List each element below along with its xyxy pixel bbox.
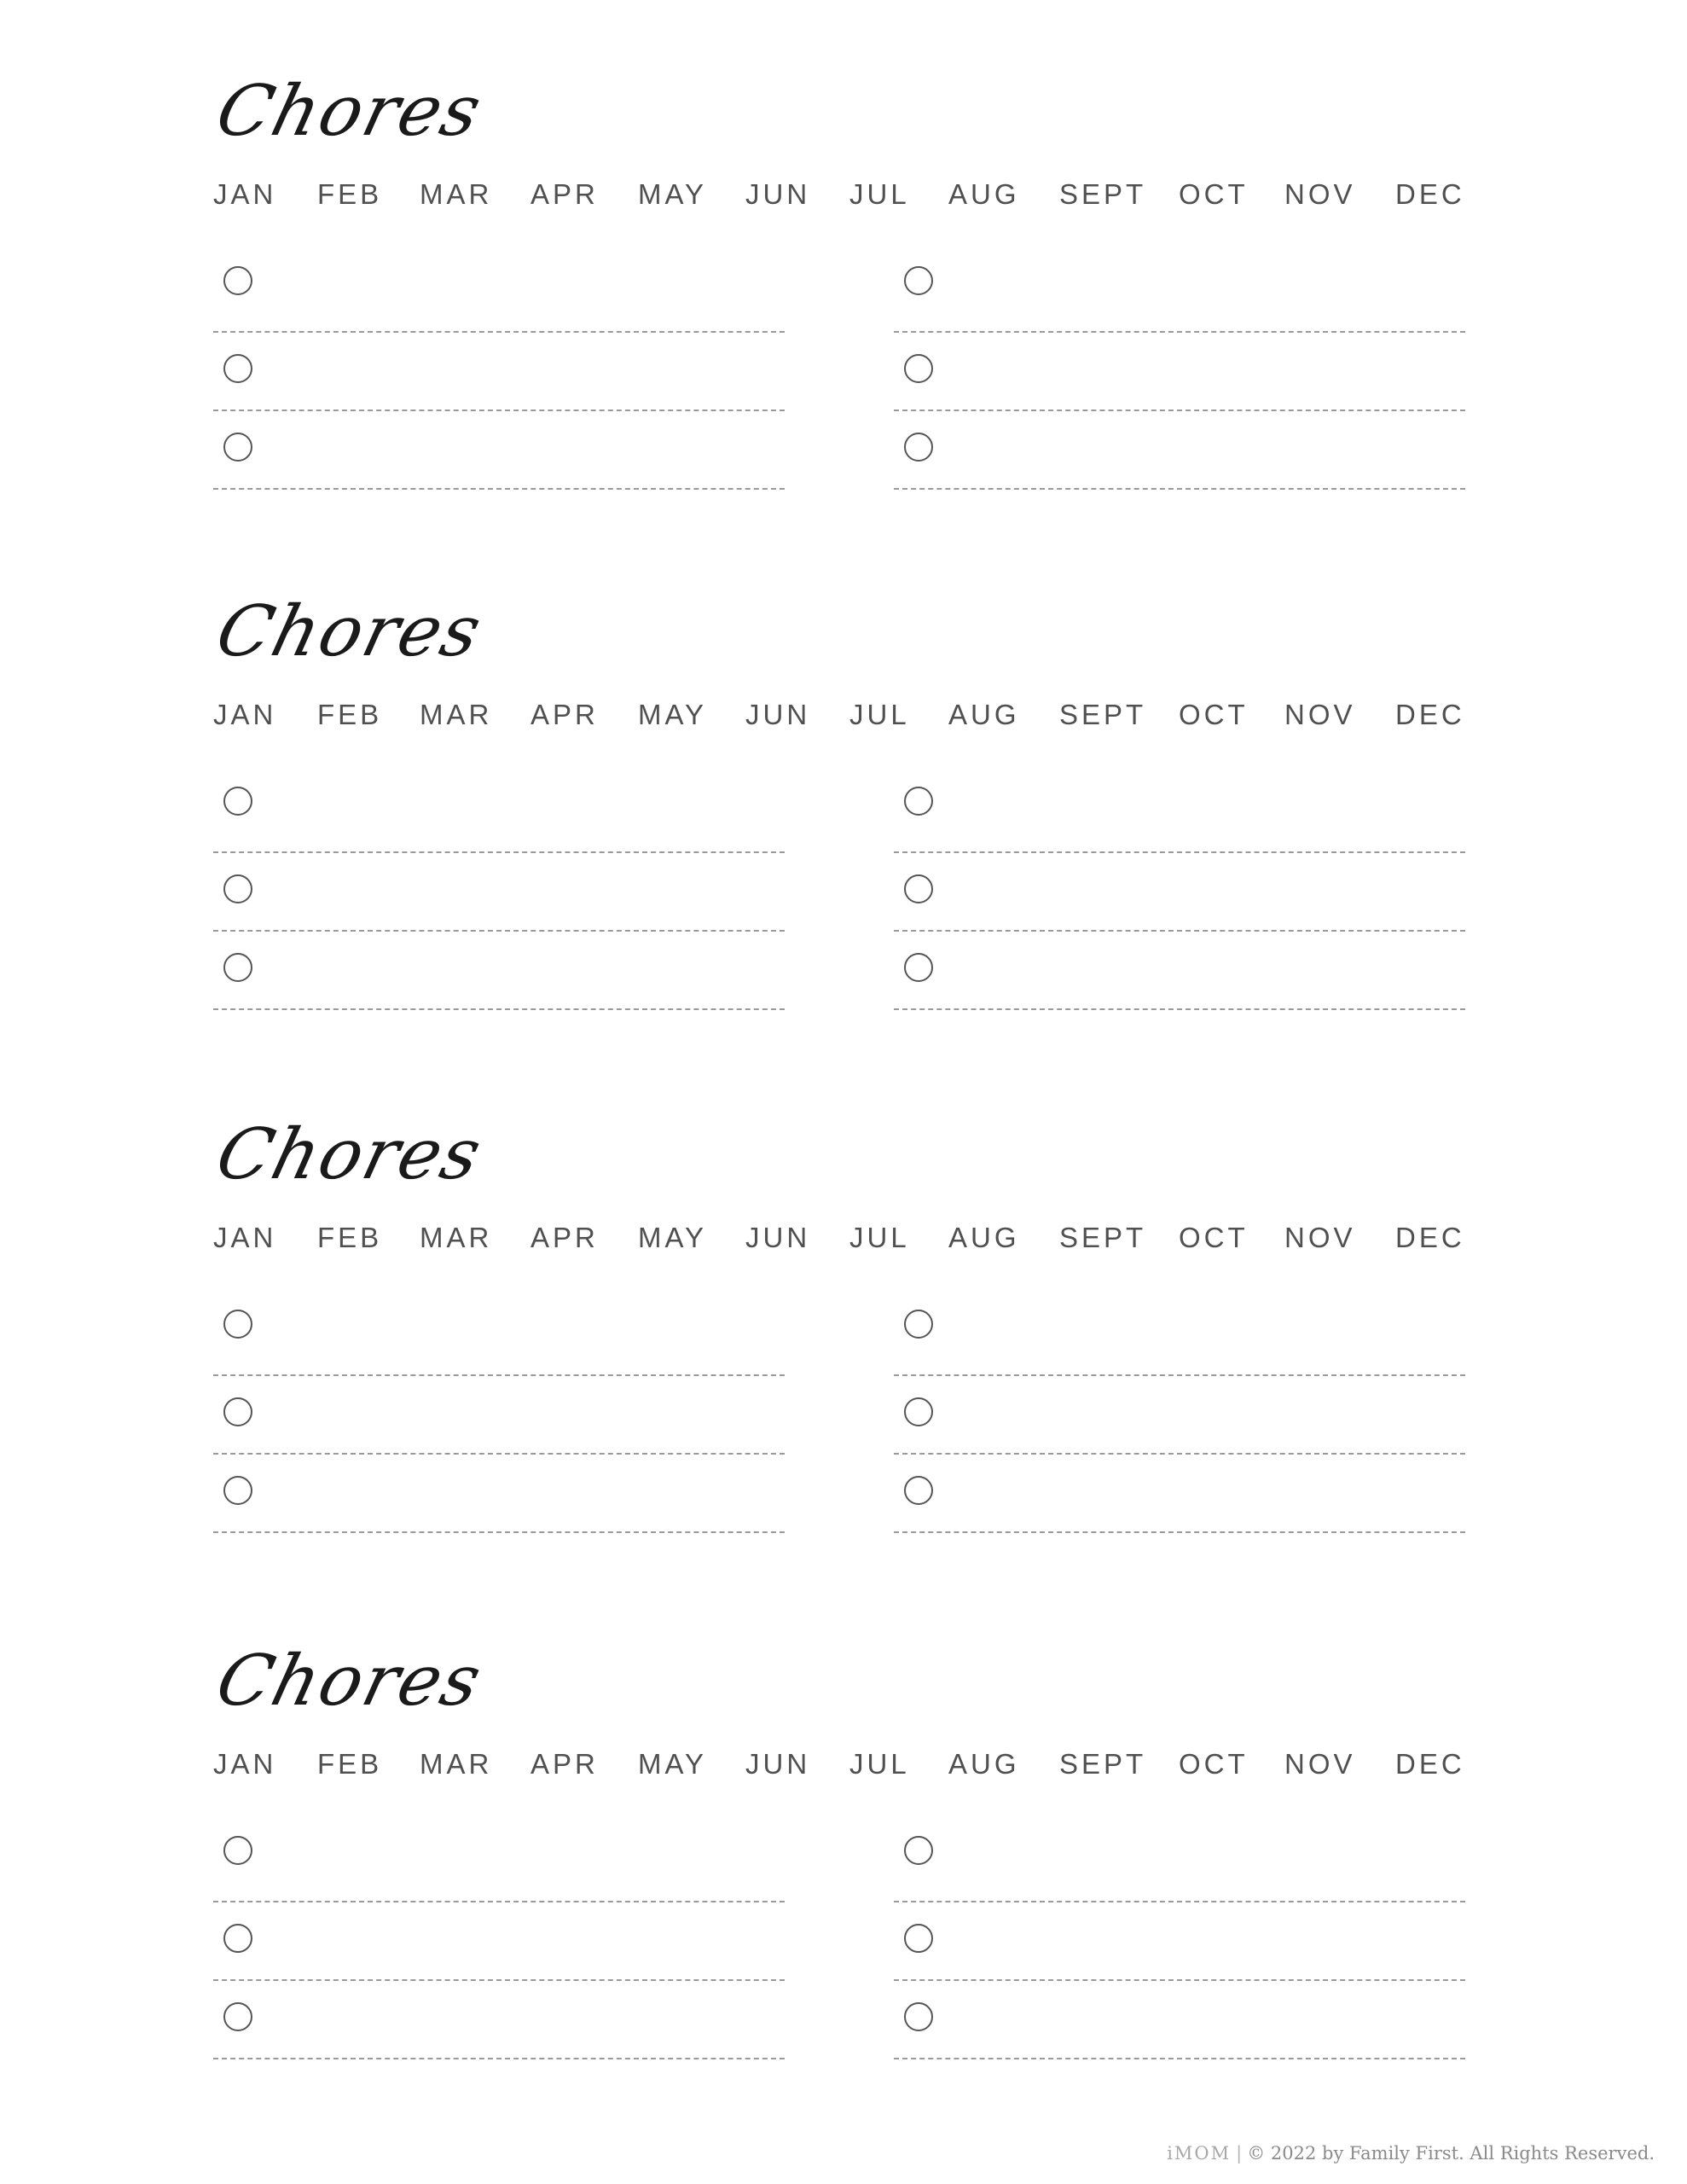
month-label-jan[interactable]: JAN bbox=[213, 1748, 277, 1780]
month-label-may[interactable]: MAY bbox=[638, 178, 708, 210]
month-label-nov[interactable]: NOV bbox=[1284, 1222, 1356, 1253]
chore-writing-line[interactable] bbox=[213, 1453, 785, 1455]
chore-checkbox[interactable] bbox=[904, 874, 933, 903]
month-label-feb[interactable]: FEB bbox=[317, 699, 383, 730]
month-label-jan[interactable]: JAN bbox=[213, 1222, 277, 1253]
month-label-jun[interactable]: JUN bbox=[745, 699, 811, 730]
month-label-dec[interactable]: DEC bbox=[1395, 1222, 1465, 1253]
footer-brand: iMOM bbox=[1167, 2143, 1232, 2164]
month-label-dec[interactable]: DEC bbox=[1395, 1748, 1465, 1780]
chore-checkbox[interactable] bbox=[223, 2002, 252, 2031]
month-label-aug[interactable]: AUG bbox=[948, 178, 1020, 210]
month-label-oct[interactable]: OCT bbox=[1179, 1748, 1249, 1780]
month-label-feb[interactable]: FEB bbox=[317, 1748, 383, 1780]
chore-column-left bbox=[213, 1120, 785, 1598]
chore-writing-line[interactable] bbox=[894, 1453, 1465, 1455]
chore-writing-line[interactable] bbox=[213, 1008, 785, 1010]
chore-checkbox[interactable] bbox=[904, 1476, 933, 1505]
chore-writing-line[interactable] bbox=[894, 488, 1465, 490]
month-label-may[interactable]: MAY bbox=[638, 1748, 708, 1780]
month-label-sept[interactable]: SEPT bbox=[1059, 1748, 1147, 1780]
chore-checkbox[interactable] bbox=[904, 953, 933, 982]
month-label-may[interactable]: MAY bbox=[638, 1222, 708, 1253]
month-label-jul[interactable]: JUL bbox=[849, 1222, 910, 1253]
section-title: Chores bbox=[208, 1641, 490, 1722]
chore-writing-line[interactable] bbox=[213, 1901, 785, 1902]
chore-checkbox[interactable] bbox=[223, 1310, 252, 1339]
chore-checkbox[interactable] bbox=[904, 1924, 933, 1953]
month-label-dec[interactable]: DEC bbox=[1395, 699, 1465, 730]
chore-checkbox[interactable] bbox=[223, 1476, 252, 1505]
chore-column-left bbox=[213, 597, 785, 1075]
chores-section bbox=[208, 1114, 1472, 1598]
month-label-oct[interactable]: OCT bbox=[1179, 699, 1249, 730]
chore-writing-line[interactable] bbox=[894, 1901, 1465, 1902]
month-label-sept[interactable]: SEPT bbox=[1059, 1222, 1147, 1253]
chore-checkbox[interactable] bbox=[223, 354, 252, 383]
chores-section bbox=[208, 1641, 1472, 2124]
footer-copyright-text: © 2022 by Family First. All Rights Reserved. bbox=[1247, 2143, 1655, 2164]
chore-checkbox[interactable] bbox=[904, 1836, 933, 1865]
chore-writing-line[interactable] bbox=[213, 1374, 785, 1376]
month-label-feb[interactable]: FEB bbox=[317, 1222, 383, 1253]
month-label-jul[interactable]: JUL bbox=[849, 1748, 910, 1780]
month-label-apr[interactable]: APR bbox=[530, 699, 599, 730]
chore-checkbox[interactable] bbox=[904, 354, 933, 383]
chore-checkbox[interactable] bbox=[904, 266, 933, 295]
month-label-apr[interactable]: APR bbox=[530, 1748, 599, 1780]
chore-writing-line[interactable] bbox=[894, 2058, 1465, 2059]
section-title: Chores bbox=[208, 591, 490, 672]
month-label-feb[interactable]: FEB bbox=[317, 178, 383, 210]
month-label-mar[interactable]: MAR bbox=[420, 699, 493, 730]
chore-checkbox[interactable] bbox=[223, 266, 252, 295]
chore-checkbox[interactable] bbox=[223, 433, 252, 462]
month-label-aug[interactable]: AUG bbox=[948, 1222, 1020, 1253]
chore-checkbox[interactable] bbox=[904, 1310, 933, 1339]
footer-copyright bbox=[1167, 2143, 1655, 2164]
month-label-jan[interactable]: JAN bbox=[213, 178, 277, 210]
chore-writing-line[interactable] bbox=[894, 1979, 1465, 1981]
chore-writing-line[interactable] bbox=[213, 488, 785, 490]
chore-writing-line[interactable] bbox=[894, 851, 1465, 853]
month-label-nov[interactable]: NOV bbox=[1284, 1748, 1356, 1780]
section-title: Chores bbox=[208, 1114, 490, 1195]
month-label-sept[interactable]: SEPT bbox=[1059, 699, 1147, 730]
month-label-apr[interactable]: APR bbox=[530, 1222, 599, 1253]
chore-column-right bbox=[894, 1647, 1465, 2124]
chore-checkbox[interactable] bbox=[223, 874, 252, 903]
chore-writing-line[interactable] bbox=[213, 2058, 785, 2059]
chore-checkbox[interactable] bbox=[904, 2002, 933, 2031]
chore-checkbox[interactable] bbox=[223, 1836, 252, 1865]
chore-column-left bbox=[213, 77, 785, 555]
chores-section bbox=[208, 71, 1472, 555]
chore-writing-line[interactable] bbox=[894, 1008, 1465, 1010]
chore-writing-line[interactable] bbox=[894, 930, 1465, 932]
month-label-jun[interactable]: JUN bbox=[745, 178, 811, 210]
chore-writing-line[interactable] bbox=[213, 331, 785, 333]
month-label-jun[interactable]: JUN bbox=[745, 1748, 811, 1780]
chore-writing-line[interactable] bbox=[894, 410, 1465, 411]
month-label-aug[interactable]: AUG bbox=[948, 1748, 1020, 1780]
month-label-aug[interactable]: AUG bbox=[948, 699, 1020, 730]
chore-writing-line[interactable] bbox=[213, 930, 785, 932]
chore-writing-line[interactable] bbox=[213, 410, 785, 411]
chore-checkbox[interactable] bbox=[223, 787, 252, 816]
chore-checkbox[interactable] bbox=[223, 1397, 252, 1426]
month-label-jun[interactable]: JUN bbox=[745, 1222, 811, 1253]
month-label-jul[interactable]: JUL bbox=[849, 699, 910, 730]
chore-column-right bbox=[894, 597, 1465, 1075]
chore-column-right bbox=[894, 77, 1465, 555]
month-label-nov[interactable]: NOV bbox=[1284, 699, 1356, 730]
month-label-apr[interactable]: APR bbox=[530, 178, 599, 210]
chore-writing-line[interactable] bbox=[213, 851, 785, 853]
month-label-sept[interactable]: SEPT bbox=[1059, 178, 1147, 210]
footer-separator: | bbox=[1236, 2143, 1243, 2164]
month-label-mar[interactable]: MAR bbox=[420, 1748, 493, 1780]
month-label-jan[interactable]: JAN bbox=[213, 699, 277, 730]
chore-writing-line[interactable] bbox=[213, 1531, 785, 1533]
chore-column-left bbox=[213, 1647, 785, 2124]
chore-writing-line[interactable] bbox=[894, 1531, 1465, 1533]
chores-section bbox=[208, 591, 1472, 1075]
chore-checkbox[interactable] bbox=[223, 953, 252, 982]
chore-column-right bbox=[894, 1120, 1465, 1598]
month-label-oct[interactable]: OCT bbox=[1179, 178, 1249, 210]
month-label-dec[interactable]: DEC bbox=[1395, 178, 1465, 210]
month-label-jul[interactable]: JUL bbox=[849, 178, 910, 210]
chore-checkbox[interactable] bbox=[904, 1397, 933, 1426]
month-label-mar[interactable]: MAR bbox=[420, 178, 493, 210]
month-label-mar[interactable]: MAR bbox=[420, 1222, 493, 1253]
chore-writing-line[interactable] bbox=[894, 331, 1465, 333]
chore-writing-line[interactable] bbox=[894, 1374, 1465, 1376]
month-label-oct[interactable]: OCT bbox=[1179, 1222, 1249, 1253]
chore-writing-line[interactable] bbox=[213, 1979, 785, 1981]
month-label-nov[interactable]: NOV bbox=[1284, 178, 1356, 210]
chore-checkbox[interactable] bbox=[904, 433, 933, 462]
chore-checkbox[interactable] bbox=[223, 1924, 252, 1953]
chore-checkbox[interactable] bbox=[904, 787, 933, 816]
section-title: Chores bbox=[208, 71, 490, 152]
month-label-may[interactable]: MAY bbox=[638, 699, 708, 730]
